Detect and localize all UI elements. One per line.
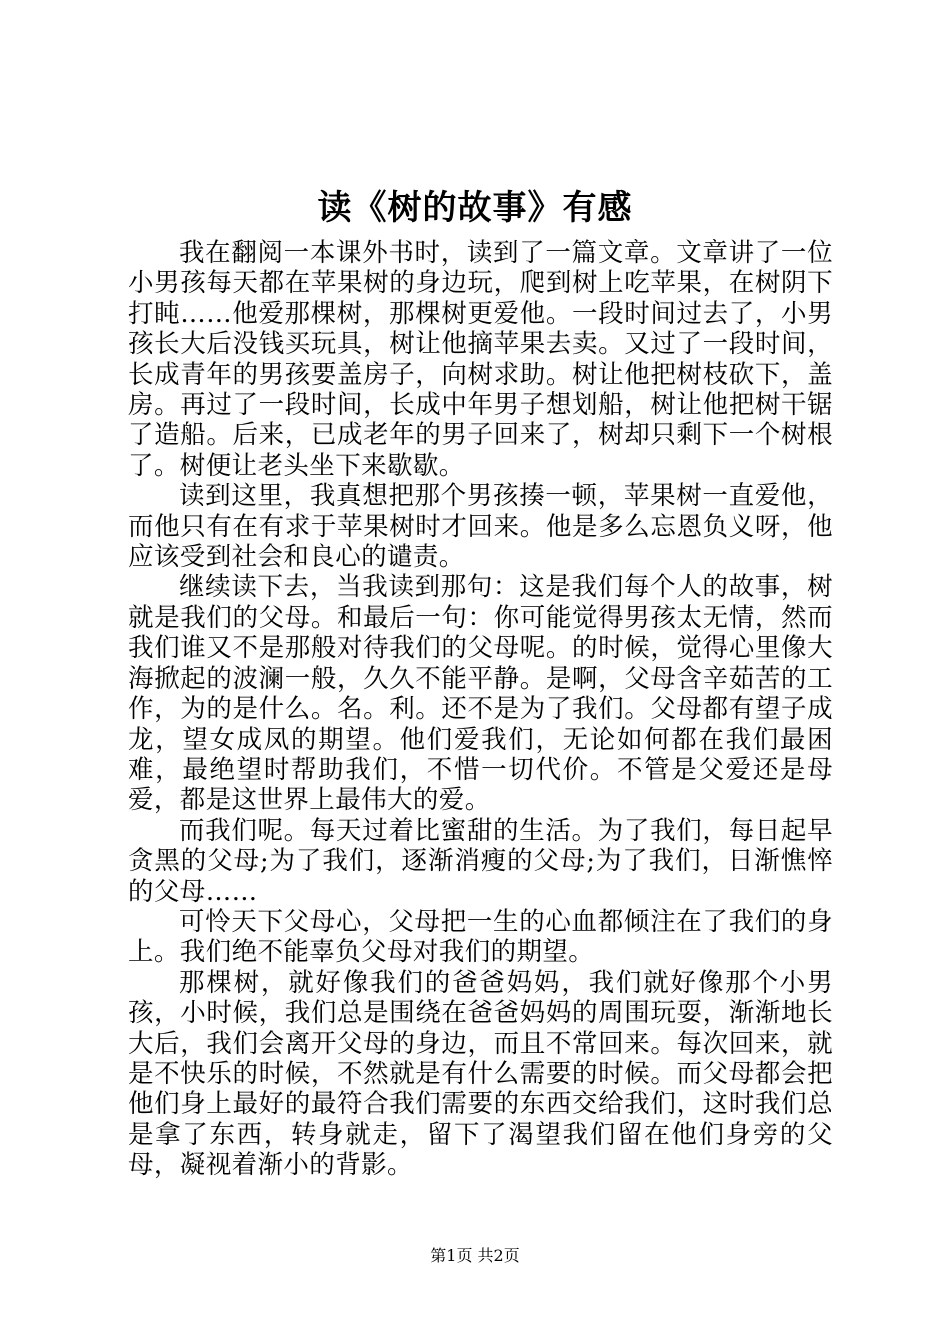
page-number-footer: 第1页 共2页 [430, 1246, 520, 1265]
paragraph-2: 读到这里，我真想把那个男孩揍一顿，苹果树一直爱他，而他只有在有求于苹果树时才回来。他是多么忘恩负义呀，他应该受到社会和良心的谴责。 [128, 481, 833, 573]
paragraph-4: 而我们呢。每天过着比蜜甜的生活。为了我们，每日起早贪黑的父母;为了我们，逐渐消瘦的父母;为了我们，日渐憔悴的父母…… [128, 815, 833, 907]
paragraph-1: 我在翻阅一本课外书时，读到了一篇文章。文章讲了一位小男孩每天都在苹果树的身边玩，爬到树上吃苹果，在树阴下打盹……他爱那棵树，那棵树更爱他。一段时间过去了，小男孩长大后没钱买玩具，树让他摘苹果去卖。又过了一段时间，长成青年的男孩要盖房子，向树求助。树让他把树枝砍下，盖房。再过了一段时间，长成中年男子想划船，树让他把树干锯了造船。后来，已成老年的男子回来了，树却只剩下一个树根了。树便让老头坐下来歇歇。 [128, 238, 833, 481]
document-title: 读《树的故事》有感 [317, 188, 633, 228]
paragraph-6: 那棵树，就好像我们的爸爸妈妈，我们就好像那个小男孩，小时候，我们总是围绕在爸爸妈妈的周围玩耍，渐渐地长大后，我们会离开父母的身边，而且不常回来。每次回来，就是不快乐的时候，不然就是有什么需要的时候。而父母都会把他们身上最好的最符合我们需要的东西交给我们，这时我们总是拿了东西，转身就走，留下了渴望我们留在他们身旁的父母，凝视着渐小的背影。 [128, 967, 833, 1181]
paragraph-3: 继续读下去，当我读到那句：这是我们每个人的故事，树就是我们的父母。和最后一句：你可能觉得男孩太无情，然而我们谁又不是那般对待我们的父母呢。的时候，觉得心里像大海掀起的波澜一般，久久不能平静。是啊，父母含辛茹苦的工作，为的是什么。名。利。还不是为了我们。父母都有望子成龙，望女成凤的期望。他们爱我们，无论如何都在我们最困难，最绝望时帮助我们，不惜一切代价。不管是父爱还是母爱，都是这世界上最伟大的爱。 [128, 572, 833, 816]
paragraph-5: 可怜天下父母心，父母把一生的心血都倾注在了我们的身上。我们绝不能辜负父母对我们的期望。 [128, 906, 833, 968]
document-body [128, 238, 833, 1181]
